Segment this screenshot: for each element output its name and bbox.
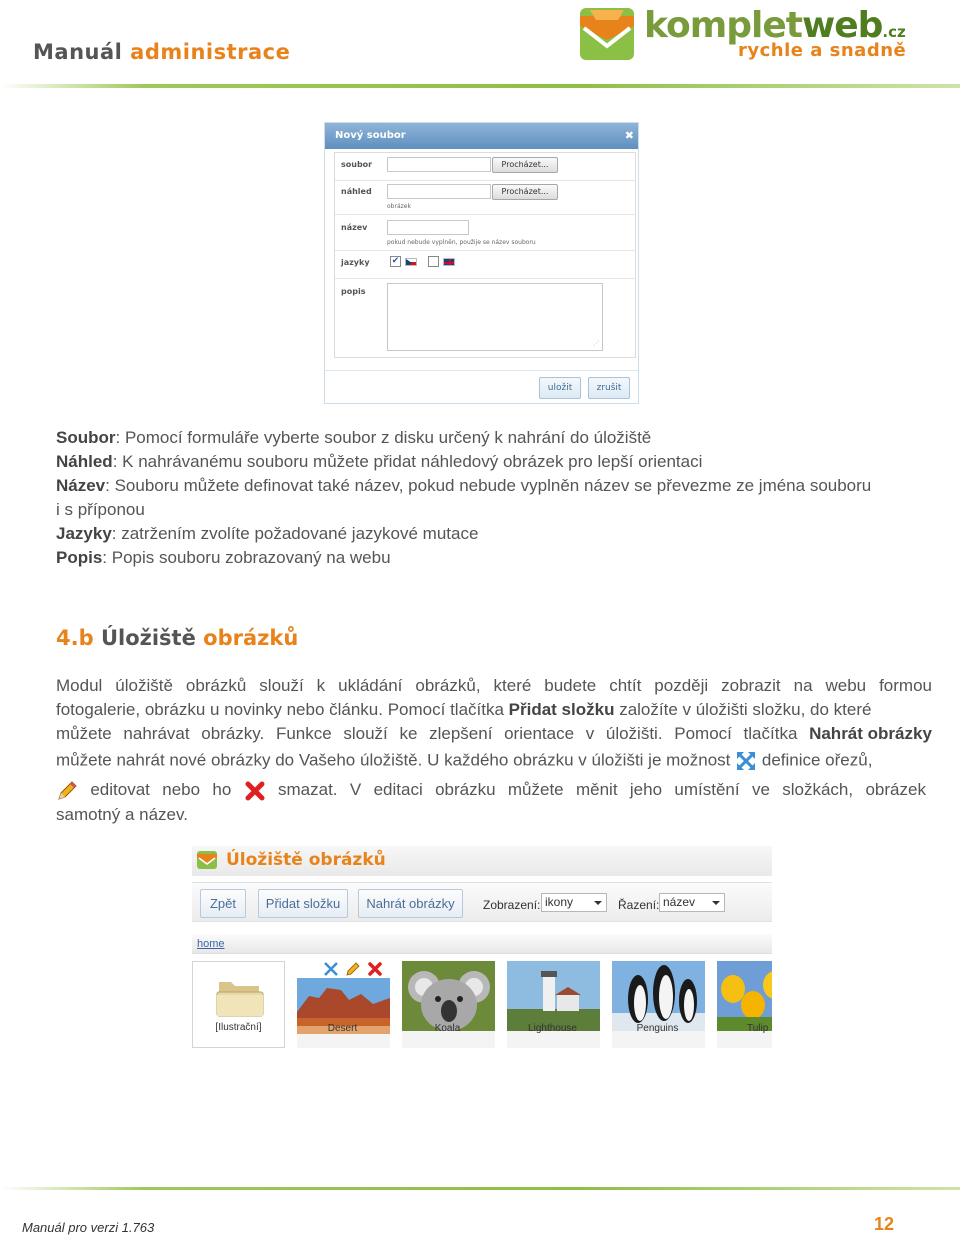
section-title-word1: Úložiště [100, 626, 196, 650]
preview-input[interactable] [387, 184, 491, 199]
row-file [335, 153, 635, 181]
envelope-logo-icon [578, 6, 636, 62]
breadcrumb [192, 934, 772, 954]
koala-thumbnail [402, 961, 495, 1048]
image-tile-desert[interactable] [297, 961, 390, 1048]
name-input[interactable] [387, 220, 469, 235]
checkbox-en[interactable] [428, 256, 439, 267]
logo-slogan: rychle a snadně [738, 40, 907, 61]
tile-toolbar [323, 961, 383, 977]
dialog-footer [325, 370, 638, 404]
field-desc-name: Název: Souboru můžete definovat také název, pokud nebude vyplněn název se převezme ze jména souboru [56, 476, 872, 495]
preview-hint: obrázek [387, 203, 411, 210]
tile-label: Desert [327, 1023, 358, 1034]
file-input[interactable] [387, 157, 491, 172]
page-number: 12 [874, 1214, 895, 1234]
gallery-title: Úložiště obrázků [226, 850, 386, 870]
close-icon[interactable]: ✖ [624, 129, 634, 142]
kompletweb-logo [578, 4, 918, 66]
tile-label: [Ilustrační] [215, 1022, 262, 1033]
cancel-button[interactable]: zrušit [588, 377, 630, 399]
label-preview: náhled [341, 187, 372, 196]
header-divider [0, 84, 960, 88]
paragraph-line-6: samotný a název. [56, 805, 188, 824]
penguins-thumbnail [612, 961, 705, 1048]
tulips-thumbnail [717, 961, 772, 1048]
dialog-titlebar [325, 123, 638, 149]
chevron-down-icon [712, 901, 720, 905]
back-button[interactable]: Zpět [200, 889, 246, 918]
delete-icon[interactable] [367, 961, 383, 977]
paragraph-line-4: můžete nahrát nové obrázky do Vašeho úložiště. U každého obrázku v úložišti je možnost definice ořezů, [56, 750, 872, 772]
delete-x-icon [244, 780, 266, 802]
sort-label: Řazení: [618, 898, 660, 912]
gallery-header [192, 846, 772, 876]
paragraph-line-5: editovat nebo ho smazat. V editaci obrázku můžete měnit jeho umístění ve složkách, obrázek [56, 780, 926, 802]
label-description: popis [341, 287, 366, 296]
image-tile-koala[interactable] [402, 961, 495, 1048]
field-desc-languages: Jazyky: zatržením zvolíte požadované jazykové mutace [56, 524, 479, 543]
image-tile-lighthouse[interactable] [507, 961, 600, 1048]
upload-images-button[interactable]: Nahrát obrázky [358, 889, 463, 918]
view-label: Zobrazení: [483, 898, 541, 912]
crop-arrows-icon [735, 750, 757, 772]
add-folder-button[interactable]: Přidat složku [258, 889, 348, 918]
field-desc-file: Soubor: Pomocí formuláře vyberte soubor z disku určený k nahrání do úložiště [56, 428, 652, 447]
row-languages [335, 251, 635, 279]
dialog-title: Nový soubor [335, 130, 406, 141]
name-hint: pokud nebude vyplněn, použije se název souboru [387, 239, 536, 246]
paragraph-line-3: můžete nahrávat obrázky. Funkce slouží ke zlepšení orientace v úložišti. Pomocí tlačítka Nahrát obrázky [56, 724, 932, 743]
field-desc-preview: Náhled: K nahrávanému souboru můžete přidat náhledový obrázek pro lepší orientaci [56, 452, 703, 471]
label-languages: jazyky [341, 258, 370, 267]
tile-label: Tulip [747, 1023, 769, 1034]
title-word-administrace: administrace [130, 40, 291, 64]
section-title-word2: obrázků [203, 626, 299, 650]
logo-brand: kompletweb.cz [644, 5, 906, 46]
footer-divider [0, 1187, 960, 1190]
title-word-manual: Manuál [33, 40, 123, 64]
save-button[interactable]: uložit [539, 377, 581, 399]
tile-label: Lighthouse [528, 1023, 577, 1034]
paragraph-line-2: fotogalerie, obrázku u novinky nebo článku. Pomocí tlačítka Přidat složku založíte v úložišti složku, do které [56, 700, 872, 719]
folder-icon [193, 962, 285, 1048]
checkbox-cz[interactable]: ✔ [391, 256, 400, 266]
breadcrumb-home-link[interactable]: home [197, 938, 225, 950]
sort-select[interactable]: název [659, 893, 725, 912]
paragraph-line-1: Modul úložiště obrázků slouží k ukládání obrázků, které budete chtít později zobrazit na webu formou [56, 676, 932, 695]
uk-flag-icon [443, 258, 455, 266]
tile-label: Penguins [636, 1023, 679, 1034]
module-envelope-icon [196, 850, 218, 870]
view-select[interactable]: ikony [541, 893, 607, 912]
lighthouse-thumbnail [507, 961, 600, 1048]
czech-flag-icon [405, 258, 417, 266]
browse-file-button[interactable]: Procházet... [492, 157, 558, 173]
row-name [335, 215, 635, 251]
field-desc-name-cont: i s příponou [56, 500, 145, 519]
row-preview [335, 181, 635, 215]
pencil-icon [56, 780, 78, 802]
image-storage-screenshot [192, 846, 772, 1049]
description-textarea[interactable] [387, 283, 603, 351]
image-tile-penguins[interactable] [612, 961, 705, 1048]
desert-thumbnail [297, 978, 390, 1048]
gallery-toolbar [192, 882, 772, 922]
chevron-down-icon [594, 901, 602, 905]
section-number: 4.b [56, 626, 94, 650]
label-file: soubor [341, 160, 373, 169]
section-heading [56, 626, 298, 650]
resize-grip-icon[interactable]: ⋰ [593, 340, 599, 347]
label-name: název [341, 223, 368, 232]
dialog-form [334, 152, 636, 358]
tile-label: Koala [434, 1023, 461, 1034]
image-tile-tulips[interactable] [717, 961, 772, 1048]
new-file-dialog [324, 122, 639, 404]
document-title [33, 40, 290, 64]
footer-version: Manuál pro verzi 1.763 [22, 1220, 155, 1235]
edit-pencil-icon[interactable] [345, 961, 361, 977]
crop-icon[interactable] [323, 961, 339, 977]
folder-tile[interactable] [192, 961, 285, 1048]
field-desc-description: Popis: Popis souboru zobrazovaný na webu [56, 548, 391, 567]
browse-preview-button[interactable]: Procházet... [492, 184, 558, 200]
